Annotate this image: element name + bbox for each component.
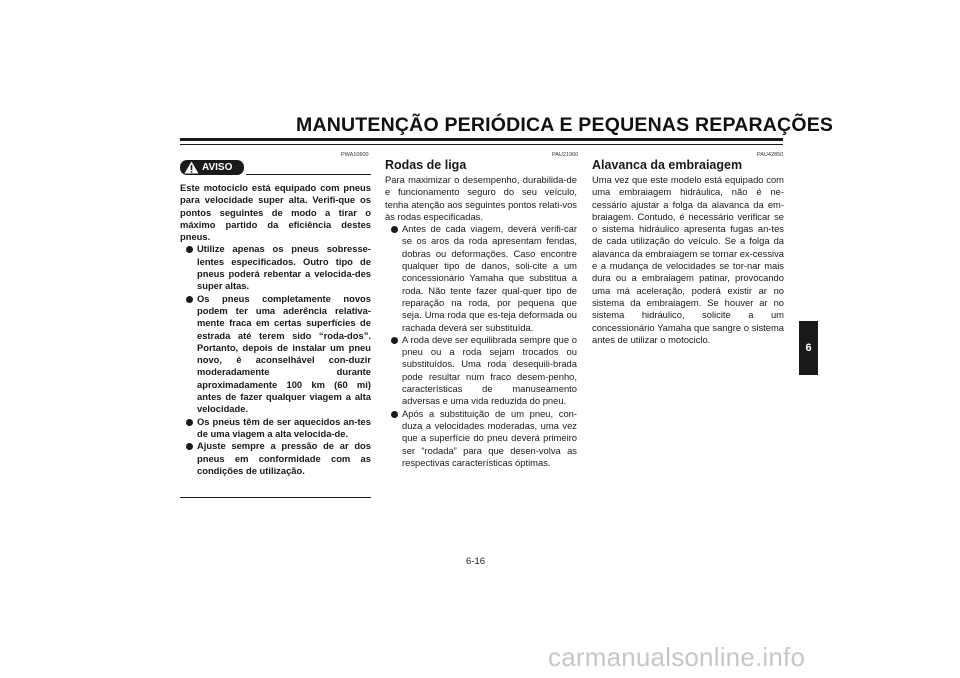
wheels-item: A roda deve ser equilibrada sempre que o pneu ou a roda sejam trocados ou substituídos. Uma roda desequili-brada pode resultar num fraco desem-penho, características de manuseamento adversas e uma vida reduzida do pneu. (385, 334, 577, 408)
warning-item: Utilize apenas os pneus sobresse-lentes especificados. Outro tipo de pneus poderá rebentar a velocida-des super altas. (180, 243, 371, 292)
warning-item: Os pneus completamente novos podem ter uma aderência relativa-mente fraca em certas superfícies de estrada até terem sido “roda-dos”. Portanto, depois de instalar um pneu novo, é aconselhável con-duzir moderadamente durante aproximadamente 100 km (60 mi) antes de fazer qualquer viagem a alta velocidade. (180, 293, 371, 416)
clutch-body: Uma vez que este modelo está equipado com uma embraiagem hidráulica, não é ne-cessário ajustar a folga da alavanca da em-braiagem. Contudo, é necessário verificar se o sistema hidráulico apresenta fugas an-tes de cada utilização do veículo. Se a folga da alavanca da embraiagem se tornar ex-cessiva e a mudança de velocidades se tor-nar mais dura ou a embraiagem patinar, provocando uma má aceleração, poderá existir ar no sistema da embraiagem. Se houver ar no sistema hidráulico, solicite a um concessionário Yamaha que sangre o sistema antes de utilizar o motociclo. (592, 174, 784, 345)
wheels-item: Após a substituição de um pneu, con-duza a velocidades moderadas, uma vez que a superfície do pneu deverá primeiro ser “rodada” para que desen-volva as respectivas características óptimas. (385, 408, 577, 469)
bullet-icon (186, 296, 193, 303)
wheels-code: PAU21960 (552, 152, 579, 158)
wheels-list (385, 223, 577, 469)
warning-end-rule (180, 497, 371, 498)
bullet-icon (391, 411, 398, 418)
warning-section (180, 182, 371, 477)
bullet-icon (186, 246, 193, 253)
warning-label-box (180, 160, 244, 175)
warning-list (180, 243, 371, 477)
clutch-code: PAU42850 (757, 152, 784, 158)
clutch-section (592, 158, 784, 346)
page-number: 6-16 (466, 556, 486, 567)
warning-item: Os pneus têm de ser aquecidos an-tes de uma viagem a alta velocida-de. (180, 416, 371, 441)
header-rule-thin (180, 144, 783, 145)
warning-banner (180, 160, 371, 177)
warning-item: Ajuste sempre a pressão de ar dos pneus em conformidade com as condições de utilização. (180, 440, 371, 477)
wheels-intro: Para maximizar o desempenho, durabilida-de e funcionamento seguro do seu veículo, tenha atenção aos seguintes pontos relati-vos às rodas especificadas. (385, 174, 577, 222)
clutch-heading: Alavanca da embraiagem (592, 158, 743, 172)
warning-code: PWA10600 (341, 152, 369, 158)
wheels-heading: Rodas de liga (385, 158, 467, 172)
warning-label: AVISO (202, 162, 233, 173)
page-title: MANUTENÇÃO PERIÓDICA E PEQUENAS REPARAÇÕES (296, 114, 834, 136)
bullet-icon (391, 226, 398, 233)
warning-triangle-icon (184, 161, 199, 174)
warning-intro: Este motociclo está equipado com pneus para velocidade super alta. Verifi-que os pontos seguintes de modo a tirar o máximo partido da eficiência destes pneus. (180, 182, 371, 243)
bullet-icon (186, 443, 193, 450)
watermark: carmanualsonline.info (548, 642, 806, 672)
chapter-tab: 6 (799, 321, 818, 375)
wheels-section (385, 158, 577, 469)
header-rule-thick (180, 138, 783, 141)
warning-rule (246, 174, 371, 175)
wheels-item: Antes de cada viagem, deverá verifi-car se os aros da roda apresentam fendas, dobras ou deformações. Caso encontre qualquer tipo de danos, soli-cite a um concessionário Yamaha que substitua a roda. Não tente fazer qual-quer tipo de reparação na roda, por pequena que seja. Uma roda que es-teja deformada ou rachada deverá ser substituída. (385, 223, 577, 334)
bullet-icon (186, 419, 193, 426)
bullet-icon (391, 337, 398, 344)
